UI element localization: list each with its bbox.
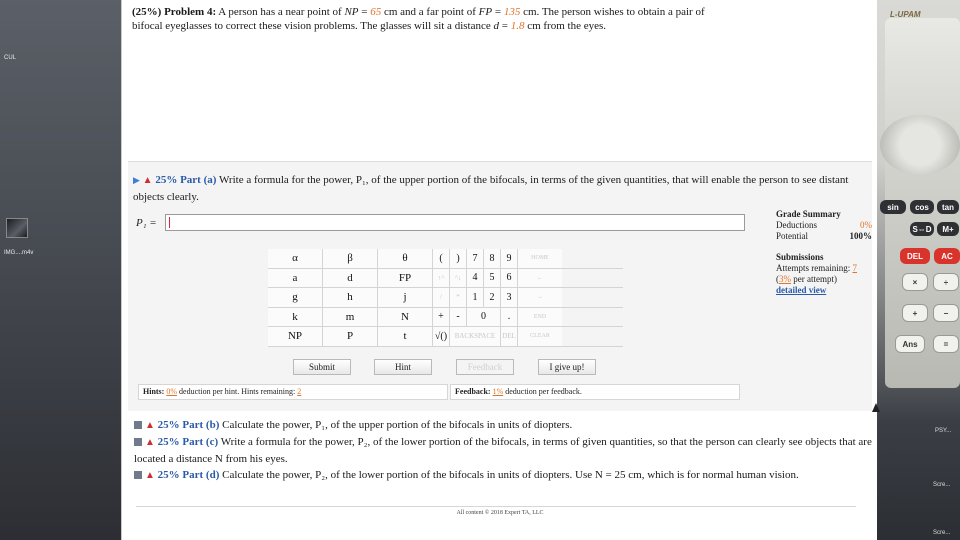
key-backspace[interactable]: BACKSPACE: [450, 327, 501, 346]
formula-label: P₁ =: [136, 217, 157, 229]
key-d[interactable]: d: [323, 269, 378, 288]
key-clear[interactable]: CLEAR: [518, 327, 562, 346]
warning-icon: ▲: [145, 470, 155, 481]
np-value: 65: [370, 6, 382, 18]
part-b-title: 25% Part (b): [157, 419, 220, 431]
key-4[interactable]: 4: [467, 269, 484, 288]
equation-keypad: [268, 249, 623, 347]
calculator-key: −: [933, 304, 959, 322]
key-del[interactable]: DEL: [501, 327, 518, 346]
deductions-value: 0%: [860, 220, 872, 230]
remaining-parts: [134, 417, 874, 484]
desktop-background: [0, 0, 128, 540]
warning-icon: ▲: [142, 175, 153, 186]
key-9[interactable]: 9: [501, 249, 518, 268]
hints-deduction: 0%: [166, 387, 178, 396]
part-a-question: [133, 172, 873, 205]
keypad-row: [268, 269, 623, 289]
part-a-text: Write a formula for the power, P₁, of the upper portion of the bifocals, in terms of the given quantities, that will enable the person to see distant objects clearly.: [133, 174, 849, 203]
key-fp[interactable]: FP: [378, 269, 433, 288]
key-sqrt[interactable]: √(): [433, 327, 450, 346]
problem-page: [121, 0, 877, 540]
problem-text: cm and a far point of: [381, 6, 479, 18]
attempts-value: 7: [852, 263, 857, 273]
warning-icon: ▲: [145, 420, 155, 431]
key-8[interactable]: 8: [484, 249, 501, 268]
desktop-file-label[interactable]: Scre...: [933, 530, 951, 536]
key-k[interactable]: k: [268, 308, 323, 327]
text-cursor: [169, 217, 170, 228]
problem-text: cm. The person wishes to obtain a pair of: [520, 6, 705, 18]
hints-info: [138, 384, 448, 400]
fp-symbol: FP: [478, 6, 493, 18]
per-attempt-text: per attempt): [791, 274, 837, 284]
feedback-text: deduction per feedback.: [503, 387, 582, 396]
equals-sign: =: [492, 6, 504, 18]
key-multiply[interactable]: *: [450, 288, 467, 307]
problem-text: bifocal eyeglasses to correct these vision problems. The glasses will sit a distance: [132, 20, 494, 32]
key-left-arrow[interactable]: ←: [518, 269, 562, 288]
fp-value: 135: [503, 6, 521, 18]
key-h[interactable]: h: [323, 288, 378, 307]
play-icon[interactable]: ▶: [133, 175, 140, 185]
part-b-row[interactable]: [134, 417, 874, 434]
key-right-arrow[interactable]: →: [518, 288, 562, 307]
equals-sign: =: [498, 20, 511, 32]
collapsed-icon: [134, 438, 142, 446]
key-0[interactable]: 0: [467, 308, 501, 327]
feedback-info: [450, 384, 740, 400]
give-up-button[interactable]: I give up!: [538, 359, 596, 375]
footer-copyright: All content © 2018 Expert TA, LLC: [456, 510, 544, 516]
key-np[interactable]: NP: [268, 327, 323, 346]
desktop-file-label[interactable]: PSY...: [935, 428, 952, 434]
part-d-title: 25% Part (d): [157, 469, 220, 481]
part-a-panel: [128, 161, 872, 411]
calculator-brand: L-UPAM: [890, 10, 921, 19]
calculator-key: =: [933, 335, 959, 353]
key-decimal[interactable]: .: [501, 308, 518, 327]
key-a[interactable]: a: [268, 269, 323, 288]
part-a-title: 25% Part (a): [155, 174, 217, 186]
footer-divider: [136, 506, 856, 507]
calculator-key: ÷: [933, 273, 959, 291]
key-p[interactable]: P: [323, 327, 378, 346]
grade-summary: [776, 209, 872, 296]
calculator-dpad: [880, 115, 960, 175]
hints-remaining: 2: [297, 387, 302, 396]
calculator-key: cos: [910, 200, 934, 214]
keypad-row: [268, 308, 623, 328]
d-symbol: d: [493, 20, 499, 32]
part-c-row[interactable]: [134, 434, 874, 467]
key-3[interactable]: 3: [501, 288, 518, 307]
d-value: 1.8: [510, 20, 525, 32]
part-b-text: Calculate the power, P₁, of the upper portion of the bifocals in units of diopters.: [219, 419, 573, 431]
part-c-title: 25% Part (c): [157, 436, 219, 448]
key-n[interactable]: N: [378, 308, 433, 327]
problem-statement: [132, 5, 852, 33]
calculator-key: ×: [902, 273, 928, 291]
key-close-paren[interactable]: ): [450, 249, 467, 268]
key-t[interactable]: t: [378, 327, 433, 346]
potential-label: Potential: [776, 231, 808, 241]
hints-label: Hints:: [143, 387, 165, 396]
key-end[interactable]: END: [518, 308, 562, 327]
key-6[interactable]: 6: [501, 269, 518, 288]
problem-text: A person has a near point of: [216, 6, 345, 18]
calculator-key: AC: [934, 248, 960, 264]
attempts-label: Attempts remaining:: [776, 263, 853, 273]
key-divide[interactable]: /: [433, 288, 450, 307]
key-open-paren[interactable]: (: [433, 249, 450, 268]
key-home[interactable]: HOME: [518, 249, 562, 268]
potential-value: 100%: [849, 231, 872, 241]
hint-button[interactable]: Hint: [374, 359, 432, 375]
part-c-text: Write a formula for the power, P₂, of the lower portion of the bifocals, in terms of given quantities, so that the person can clearly see objects that are located a distance N from his eyes.: [134, 436, 872, 465]
key-5[interactable]: 5: [484, 269, 501, 288]
calculator-key: M+: [937, 222, 959, 236]
calculator-key: +: [902, 304, 928, 322]
key-1[interactable]: 1: [467, 288, 484, 307]
mouse-pointer-icon: [872, 403, 880, 412]
warning-icon: ▲: [145, 437, 155, 448]
problem-number: (25%) Problem 4:: [132, 6, 217, 18]
calculator-key: Ans: [895, 335, 925, 353]
hints-text: deduction per hint. Hints remaining:: [177, 387, 298, 396]
key-j[interactable]: j: [378, 288, 433, 307]
equals-sign: =: [358, 6, 371, 18]
part-d-row[interactable]: [134, 467, 874, 484]
grade-summary-title: Grade Summary: [776, 209, 841, 219]
key-theta[interactable]: θ: [378, 249, 433, 268]
calculator-key: S⇔D: [910, 222, 934, 236]
detailed-view-link[interactable]: detailed view: [776, 285, 827, 295]
desktop-file-label[interactable]: IMG....m4v: [4, 250, 34, 256]
desktop-label: CUL: [4, 55, 17, 61]
video-file-icon[interactable]: [6, 218, 28, 238]
calculator-key: DEL: [900, 248, 930, 264]
submissions-title: Submissions: [776, 252, 824, 262]
key-alpha[interactable]: α: [268, 249, 323, 268]
keypad-row: [268, 327, 623, 347]
key-2[interactable]: 2: [484, 288, 501, 307]
submit-button[interactable]: Submit: [293, 359, 351, 375]
feedback-deduction: 1%: [492, 387, 504, 396]
desktop-file-label[interactable]: Scre...: [933, 482, 951, 488]
collapsed-icon: [134, 471, 142, 479]
key-minus[interactable]: -: [450, 308, 467, 327]
calculator-key: tan: [937, 200, 959, 214]
part-d-text: Calculate the power, P₂, of the lower portion of the bifocals in units of diopters. Use N = 25 cm, which is for normal human vision.: [219, 469, 799, 481]
key-beta[interactable]: β: [323, 249, 378, 268]
problem-text: cm from the eyes.: [524, 20, 607, 32]
key-superscript[interactable]: ↑^: [433, 269, 450, 288]
per-attempt-value: 3%: [779, 274, 791, 284]
keypad-row: [268, 288, 623, 308]
formula-input[interactable]: [165, 214, 745, 231]
deductions-label: Deductions: [776, 220, 817, 230]
np-symbol: NP: [344, 6, 359, 18]
feedback-label: Feedback:: [455, 387, 491, 396]
key-plus[interactable]: +: [433, 308, 450, 327]
feedback-button[interactable]: Feedback: [456, 359, 514, 375]
key-m[interactable]: m: [323, 308, 378, 327]
keypad-row: [268, 249, 623, 269]
key-7[interactable]: 7: [467, 249, 484, 268]
key-subscript[interactable]: ^↓: [450, 269, 467, 288]
collapsed-icon: [134, 421, 142, 429]
calculator-key: sin: [880, 200, 906, 214]
paren: (: [776, 274, 779, 284]
key-g[interactable]: g: [268, 288, 323, 307]
